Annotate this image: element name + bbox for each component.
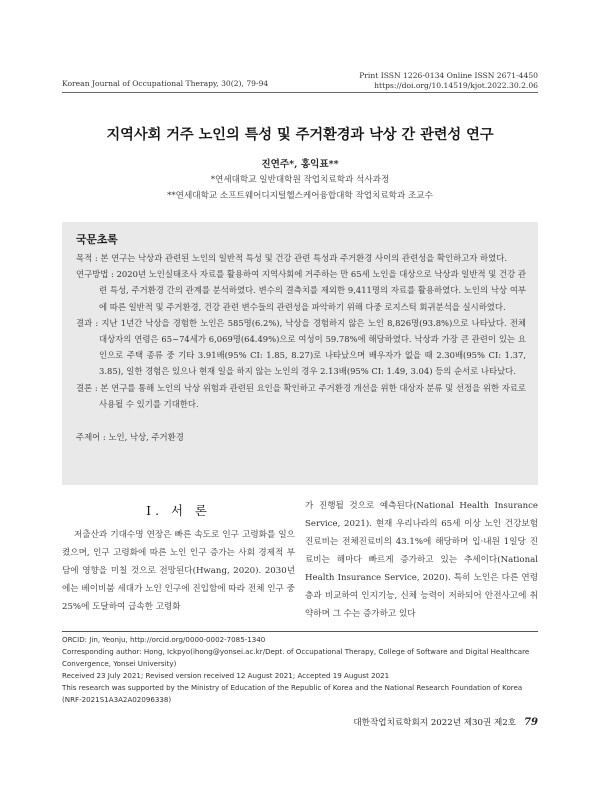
running-header-journal: Korean Journal of Occupational Therapy, 30(2), 79-94 <box>62 79 269 88</box>
footer-journal-issue: 대한작업치료학회지 2022년 제30권 제2호 <box>353 718 517 728</box>
footnote-corresponding-cont: Convergence, Yonsei University) <box>62 658 177 668</box>
abstract-label: 결과 : <box>76 317 102 328</box>
footnote-rule <box>62 631 538 632</box>
abstract-body <box>76 250 526 445</box>
abstract-text: 지난 1년간 낙상을 경험한 노인은 585명(6.2%), 낙상을 경험하지 않은 노인 8,826명(93.8%)으로 나타났다. 전체 대상자의 연령은 65~74세가 6,069명(64.49%)으로 여성이 59.78%에 해당하였다. 낙상과 가장 큰 관련이 있는 요인으로 주택 종류 중 기타 3.91배(95% CI: 1.85, 8.27)로 나타났으며 배우자가 없을 때 2.30배(95% CI: 1.37, 3.85), 일한 경험은 있으나 현재 일을 하지 않는 노인의 경우 2.13배(95% CI: 1.49, 3.04) 등의 순서로 나타났다. <box>99 317 527 377</box>
abstract-conclusion <box>76 380 526 412</box>
affiliation-1: *연세대학교 일반대학원 작업치료학과 석사과정 <box>210 175 390 185</box>
footnote-corresponding: Corresponding author: Hong, Ickpyo(ihong@yonsei.ac.kr/Dept. of Occupational Therapy, College of Software and Digital Healthcare <box>62 646 530 656</box>
doi-line: https://doi.org/10.14519/kjot.2022.30.2.06 <box>374 81 538 90</box>
abstract-label: 연구방법 : <box>76 269 117 280</box>
footnote-funding: This research was supported by the Ministry of Education of the Republic of Korea and the National Research Foundation of Korea <box>62 682 523 692</box>
abstract-label: 결론 : <box>76 382 101 393</box>
abstract-purpose <box>76 250 526 266</box>
keywords: 주제어 : 노인, 낙상, 주거환경 <box>76 432 184 443</box>
intro-paragraph: 저출산과 기대수명 연장은 빠른 속도로 인구 고령화를 일으켰으며, 인구 고령화에 따른 노인 인구 증가는 사회 경제적 부담에 영향을 미칠 것으로 전망된다(Hwang, 2020). 2030년에는 베이비붐 세대가 노인 인구에 진입함에 따라 전체 인구 중 25%에 도달하여 급속한 고령화 <box>62 530 295 612</box>
left-column-text <box>62 526 295 616</box>
running-header-issn <box>359 71 538 91</box>
page-footer <box>353 716 538 728</box>
abstract-heading: 국문초록 <box>76 233 118 246</box>
abstract-results <box>76 315 526 380</box>
right-column-text <box>305 497 538 623</box>
issn-line: Print ISSN 1226-0134 Online ISSN 2671-4450 <box>359 71 538 80</box>
authors: 진연주*, 홍익표** <box>261 159 339 170</box>
page-number: 79 <box>524 717 538 728</box>
footnote-orcid: ORCID: Jin, Yeonju, http://orcid.org/0000-0002-7085-1340 <box>62 635 266 644</box>
footnote-received: Received 23 July 2021; Revised version received 12 August 2021; Accepted 19 August 2021 <box>62 670 390 680</box>
section-heading: Ⅰ. 서 론 <box>146 503 211 518</box>
abstract-box <box>62 222 538 485</box>
footnotes <box>62 634 538 705</box>
paper-title: 지역사회 거주 노인의 특성 및 주거환경과 낙상 간 관련성 연구 <box>106 127 494 143</box>
abstract-methods <box>76 266 526 315</box>
intro-paragraph-continued: 가 진행될 것으로 예측된다(National Health Insurance Service, 2021). 현재 우리나라의 65세 이상 노인 건강보험 진료비는 전체진료비의 43.1%에 해당하며 입·내원 1일당 진료비는 해마다 빠르게 증가하고 있는 추세이다(National Health Insurance Service, 2020). 특히 노인은 다른 연령층과 비교하여 인지기능, 신체 능력이 저하되어 안전사고에 취약하며 그 수는 증가하고 있다 <box>305 501 538 619</box>
header-rule <box>62 92 538 93</box>
abstract-label: 목적 : <box>76 253 101 263</box>
abstract-text: 2020년 노인실태조사 자료를 활용하여 지역사회에 거주하는 만 65세 노인을 대상으로 낙상과 일반적 및 건강 관련 특성, 주거환경 간의 관계를 분석하였다. 변수의 결측치를 제외한 9,411명의 자료를 활용하였다. 노인의 낙상 여부에 따른 일반적 및 주거환경, 건강 관련 변수들의 관련성을 파악하기 위해 다중 로지스틱 회귀분석을 실시하였다. <box>99 269 527 312</box>
footnote-funding-grant: (NRF-2021S1A3A2A02096338) <box>62 694 172 704</box>
abstract-text: 본 연구를 통해 노인의 낙상 위험과 관련된 요인을 확인하고 주거환경 개선을 위한 대상자 분류 및 선정을 위한 자료로 사용될 수 있기를 기대한다. <box>99 382 527 409</box>
abstract-text: 본 연구는 낙상과 관련된 노인의 일반적 특성 및 건강 관련 특성과 주거환경 사이의 관련성을 확인하고자 하였다. <box>100 253 507 263</box>
affiliation-2: **연세대학교 소프트웨어디지털헬스케어융합대학 작업치료학과 조교수 <box>167 191 433 201</box>
